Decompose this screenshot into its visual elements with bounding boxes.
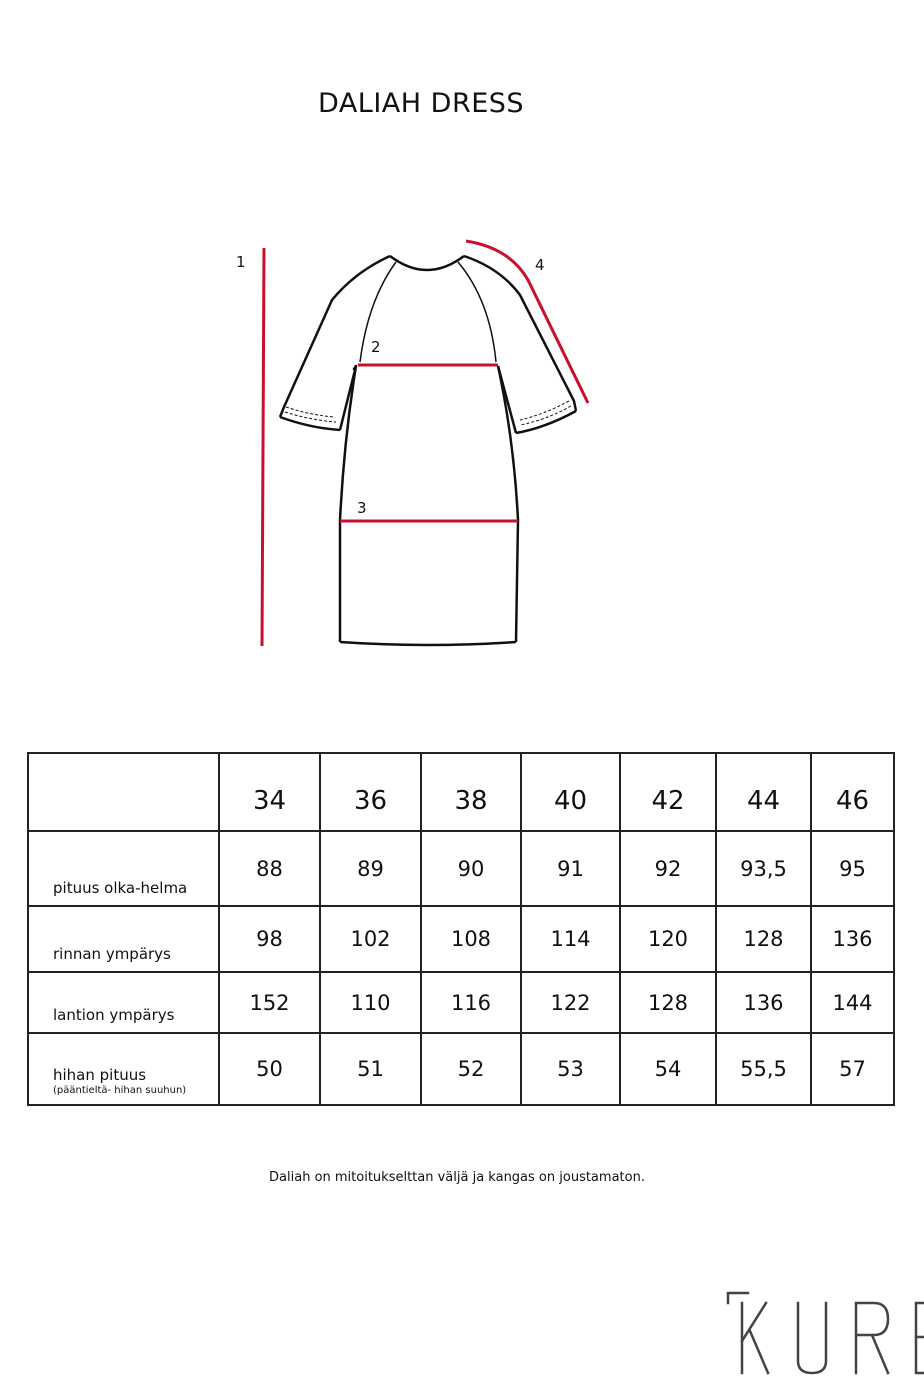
- row-label: lantion ympärys: [28, 972, 219, 1033]
- table-cell: 114: [521, 906, 620, 972]
- measure-label-3: 3: [357, 499, 367, 517]
- size-header-row: [28, 753, 894, 831]
- measure-line-length: [262, 248, 264, 646]
- table-cell: 116: [421, 972, 521, 1033]
- table-cell: 53: [521, 1033, 620, 1105]
- page-title: DALIAH DRESS: [318, 88, 525, 119]
- table-cell: 50: [219, 1033, 320, 1105]
- row-label: pituus olka-helma: [28, 831, 219, 906]
- table-cell: 122: [521, 972, 620, 1033]
- table-cell: 128: [620, 972, 716, 1033]
- size-table: [27, 752, 895, 1106]
- table-cell: 144: [811, 972, 894, 1033]
- measure-label-1: 1: [236, 253, 246, 271]
- size-header: 40: [521, 753, 620, 831]
- size-header: 34: [219, 753, 320, 831]
- table-cell: 95: [811, 831, 894, 906]
- table-cell: 136: [716, 972, 811, 1033]
- footnote: Daliah on mitoitukselttan väljä ja kangas on joustamaton.: [269, 1170, 645, 1185]
- dress-outline: [280, 256, 576, 645]
- table-cell: 93,5: [716, 831, 811, 906]
- table-cell: 51: [320, 1033, 421, 1105]
- table-cell: 152: [219, 972, 320, 1033]
- measurement-lines: [262, 241, 588, 646]
- table-row: [28, 831, 894, 906]
- table-cell: 92: [620, 831, 716, 906]
- table-cell: 136: [811, 906, 894, 972]
- table-cell: 52: [421, 1033, 521, 1105]
- table-cell: 89: [320, 831, 421, 906]
- sleeve-hem-stitching: [285, 401, 571, 425]
- size-header: 44: [716, 753, 811, 831]
- table-cell: 54: [620, 1033, 716, 1105]
- row-label: hihan pituus (pääntieltä- hihan suuhun): [28, 1033, 219, 1105]
- table-cell: 110: [320, 972, 421, 1033]
- kure-logo: [724, 1285, 924, 1380]
- row-sublabel: (pääntieltä- hihan suuhun): [53, 1085, 187, 1096]
- table-cell: 108: [421, 906, 521, 972]
- table-cell: 120: [620, 906, 716, 972]
- measure-label-2: 2: [371, 338, 381, 356]
- table-cell: 55,5: [716, 1033, 811, 1105]
- row-label: rinnan ympärys: [28, 906, 219, 972]
- size-header: 46: [811, 753, 894, 831]
- table-row: [28, 1033, 894, 1105]
- size-header: 38: [421, 753, 521, 831]
- table-cell: 90: [421, 831, 521, 906]
- table-row: [28, 906, 894, 972]
- table-cell: 98: [219, 906, 320, 972]
- table-corner-cell: [28, 753, 219, 831]
- size-header: 36: [320, 753, 421, 831]
- measure-label-4: 4: [535, 256, 545, 274]
- table-row: [28, 972, 894, 1033]
- table-cell: 102: [320, 906, 421, 972]
- table-cell: 88: [219, 831, 320, 906]
- table-cell: 57: [811, 1033, 894, 1105]
- table-cell: 91: [521, 831, 620, 906]
- size-header: 42: [620, 753, 716, 831]
- table-cell: 128: [716, 906, 811, 972]
